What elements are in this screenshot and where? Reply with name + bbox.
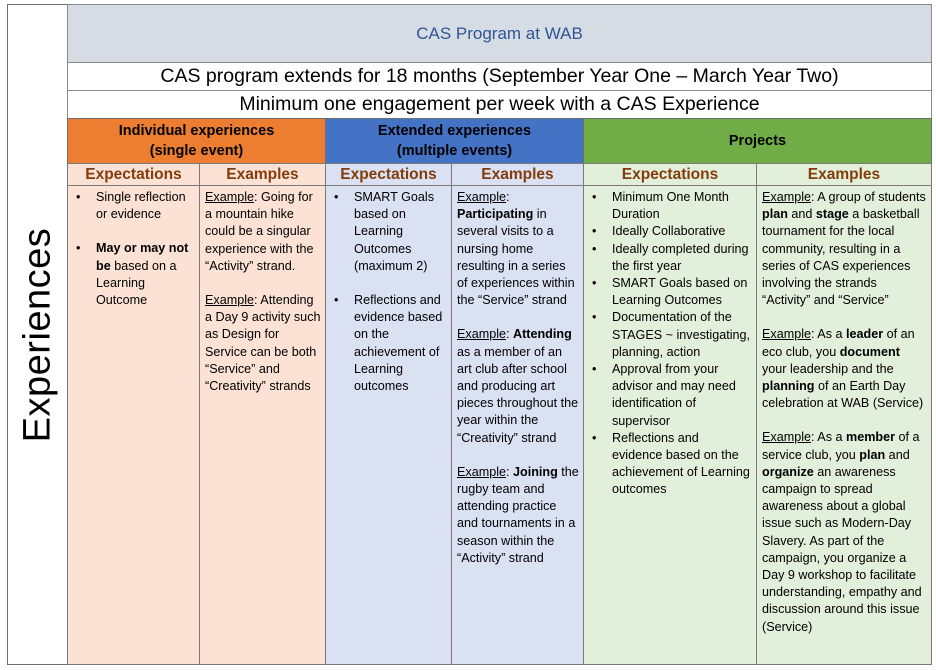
category-projects-header <box>583 118 932 164</box>
example-text: : Attending a Day 9 activity such as Design for Service can be both “Service” and “Creativity” strands <box>205 293 321 394</box>
example-separator: : <box>506 327 513 342</box>
list-item-text: Single reflection or evidence <box>96 190 186 222</box>
list-item <box>589 223 752 240</box>
list-item-text: SMART Goals based on Learning Outcomes (maximum 2) <box>354 190 435 273</box>
list-item <box>331 292 447 395</box>
individual-examples-label: Examples <box>226 165 299 183</box>
list-item <box>589 430 752 499</box>
example-bold-text: Attending <box>513 327 572 342</box>
category-extended-header <box>325 118 584 164</box>
example-text: : A group of students <box>811 190 926 204</box>
example-text: a basketball tournament for the local community, resulting in a series of CAS experiences involving the strands “Activity” and “Service” <box>762 207 920 308</box>
projects-examples-header <box>756 163 932 186</box>
individual-expectations-label: Expectations <box>85 165 182 183</box>
projects-expectations-cell <box>583 185 757 665</box>
individual-expectations-cell <box>67 185 200 665</box>
example-text: the rugby team and attending practice and tournaments in a season within the “Activity” strand <box>457 464 579 565</box>
example-text: of a service club, you <box>762 430 920 462</box>
projects-examples-cell <box>756 185 932 665</box>
example-text: and <box>885 447 910 462</box>
example-text: of an Earth Day celebration at WAB (Service) <box>762 379 924 411</box>
list-item <box>73 189 195 223</box>
extended-examples-cell <box>451 185 584 665</box>
example-bold-text: planning <box>762 379 815 394</box>
example-text: : Going for a mountain hike could be a singular experience with the “Activity” strand. <box>205 190 314 273</box>
example-label: Example <box>457 327 506 342</box>
bullet-icon: • <box>592 241 597 256</box>
example-paragraph <box>457 326 579 446</box>
bullet-icon: • <box>76 241 81 256</box>
list-item <box>589 275 752 309</box>
individual-examples-cell <box>199 185 326 665</box>
list-item-text: Ideally completed during the first year <box>612 241 749 273</box>
extended-expectations-cell <box>325 185 452 665</box>
extended-examples-header <box>451 163 584 186</box>
list-item <box>589 361 752 430</box>
example-text: as a member of an art club after school and producing art pieces throughout the year within the “Creativity” strand <box>457 344 579 445</box>
example-paragraph <box>205 292 321 395</box>
extended-expectations-header <box>325 163 452 186</box>
duration-text: CAS program extends for 18 months (September Year One – March Year Two) <box>160 65 839 87</box>
list-item-text: Ideally Collaborative <box>612 224 726 239</box>
category-individual-subtitle: (single event) <box>149 143 244 159</box>
example-bold-text: stage <box>815 207 849 222</box>
bullet-icon: • <box>334 293 339 308</box>
list-item-text: Reflections and evidence based on the achievement of Learning outcomes <box>612 430 750 497</box>
example-paragraph <box>762 326 927 412</box>
engagement-text: Minimum one engagement per week with a CAS Experience <box>239 93 760 115</box>
list-item-text: Minimum One Month Duration <box>612 190 729 222</box>
example-separator: : <box>506 464 513 479</box>
bullet-icon: • <box>592 276 597 291</box>
list-item-text: Reflections and evidence based on the achievement of Learning outcomes <box>354 293 443 394</box>
bullet-icon: • <box>592 224 597 239</box>
example-paragraph <box>457 189 579 309</box>
experiences-side-label-cell <box>7 4 68 665</box>
category-extended-title: Extended experiences <box>377 123 532 139</box>
example-bold-text: leader <box>846 327 884 342</box>
example-text: and <box>787 207 816 222</box>
list-item <box>589 189 752 223</box>
bullet-icon: • <box>334 190 339 204</box>
example-bold-text: organize <box>762 464 814 479</box>
example-text: : As a <box>811 430 847 445</box>
example-bold-text: plan <box>762 207 788 222</box>
example-label: Example <box>762 190 811 204</box>
example-label: Example <box>205 293 254 308</box>
example-bold-text: Joining <box>513 464 558 479</box>
extended-expectations-list <box>331 189 447 395</box>
example-bold-text: document <box>839 344 900 359</box>
bullet-icon: • <box>592 430 597 445</box>
example-paragraph <box>205 189 321 275</box>
example-separator: : <box>506 190 510 204</box>
example-label: Example <box>457 464 506 479</box>
example-label: Example <box>205 190 254 204</box>
projects-expectations-header <box>583 163 757 186</box>
engagement-row <box>67 90 932 119</box>
list-item-text: SMART Goals based on Learning Outcomes <box>612 276 748 308</box>
example-label: Example <box>762 430 811 445</box>
list-item <box>589 241 752 275</box>
example-paragraph <box>762 189 927 309</box>
list-item-bold-text: May or may not be <box>96 241 189 273</box>
example-text: : As a <box>811 327 847 342</box>
extended-examples-label: Examples <box>481 165 554 183</box>
category-individual-header <box>67 118 326 164</box>
example-text: of an eco club, you <box>762 327 915 359</box>
example-text: an awareness campaign to spread awareness about a global issue such as Modern-Day Slavery. As part of the campaign, you organize a Day 9 workshop to facilitate understanding, empathy and discussion around this issue (Service) <box>762 464 922 634</box>
example-bold-text: member <box>846 430 896 445</box>
bullet-icon: • <box>592 190 597 204</box>
example-label: Example <box>457 190 506 204</box>
list-item-text: based on a Learning Outcome <box>96 258 177 308</box>
example-bold-text: Participating <box>457 207 534 222</box>
bullet-icon: • <box>76 190 81 204</box>
example-paragraph <box>457 464 579 567</box>
list-item <box>73 240 195 309</box>
projects-examples-label: Examples <box>807 165 881 183</box>
extended-expectations-label: Expectations <box>340 165 437 183</box>
individual-examples-header <box>199 163 326 186</box>
list-item <box>331 189 447 275</box>
category-extended-subtitle: (multiple events) <box>396 143 513 159</box>
category-individual-title: Individual experiences <box>118 123 275 139</box>
example-label: Example <box>762 327 811 342</box>
bullet-icon: • <box>592 310 597 325</box>
individual-expectations-list <box>73 189 195 309</box>
list-item-text: Approval from your advisor and may need identification of supervisor <box>612 362 736 428</box>
individual-expectations-header <box>67 163 200 186</box>
bullet-icon: • <box>592 362 597 377</box>
duration-row <box>67 62 932 91</box>
page-title: CAS Program at WAB <box>416 23 583 43</box>
list-item <box>589 309 752 361</box>
page-title-row <box>67 4 932 63</box>
projects-expectations-label: Expectations <box>621 165 719 183</box>
experiences-side-label: Experiences <box>16 227 58 442</box>
list-item-text: Documentation of the STAGES ~ investigating, planning, action <box>612 310 751 359</box>
example-paragraph <box>762 429 927 635</box>
example-bold-text: plan <box>859 447 886 462</box>
projects-expectations-list <box>589 189 752 499</box>
example-text: your leadership and the <box>762 361 894 376</box>
category-projects-title: Projects <box>728 133 787 149</box>
example-text: in several visits to a nursing home resulting in a series of experiences within the “Service” strand <box>457 207 575 308</box>
